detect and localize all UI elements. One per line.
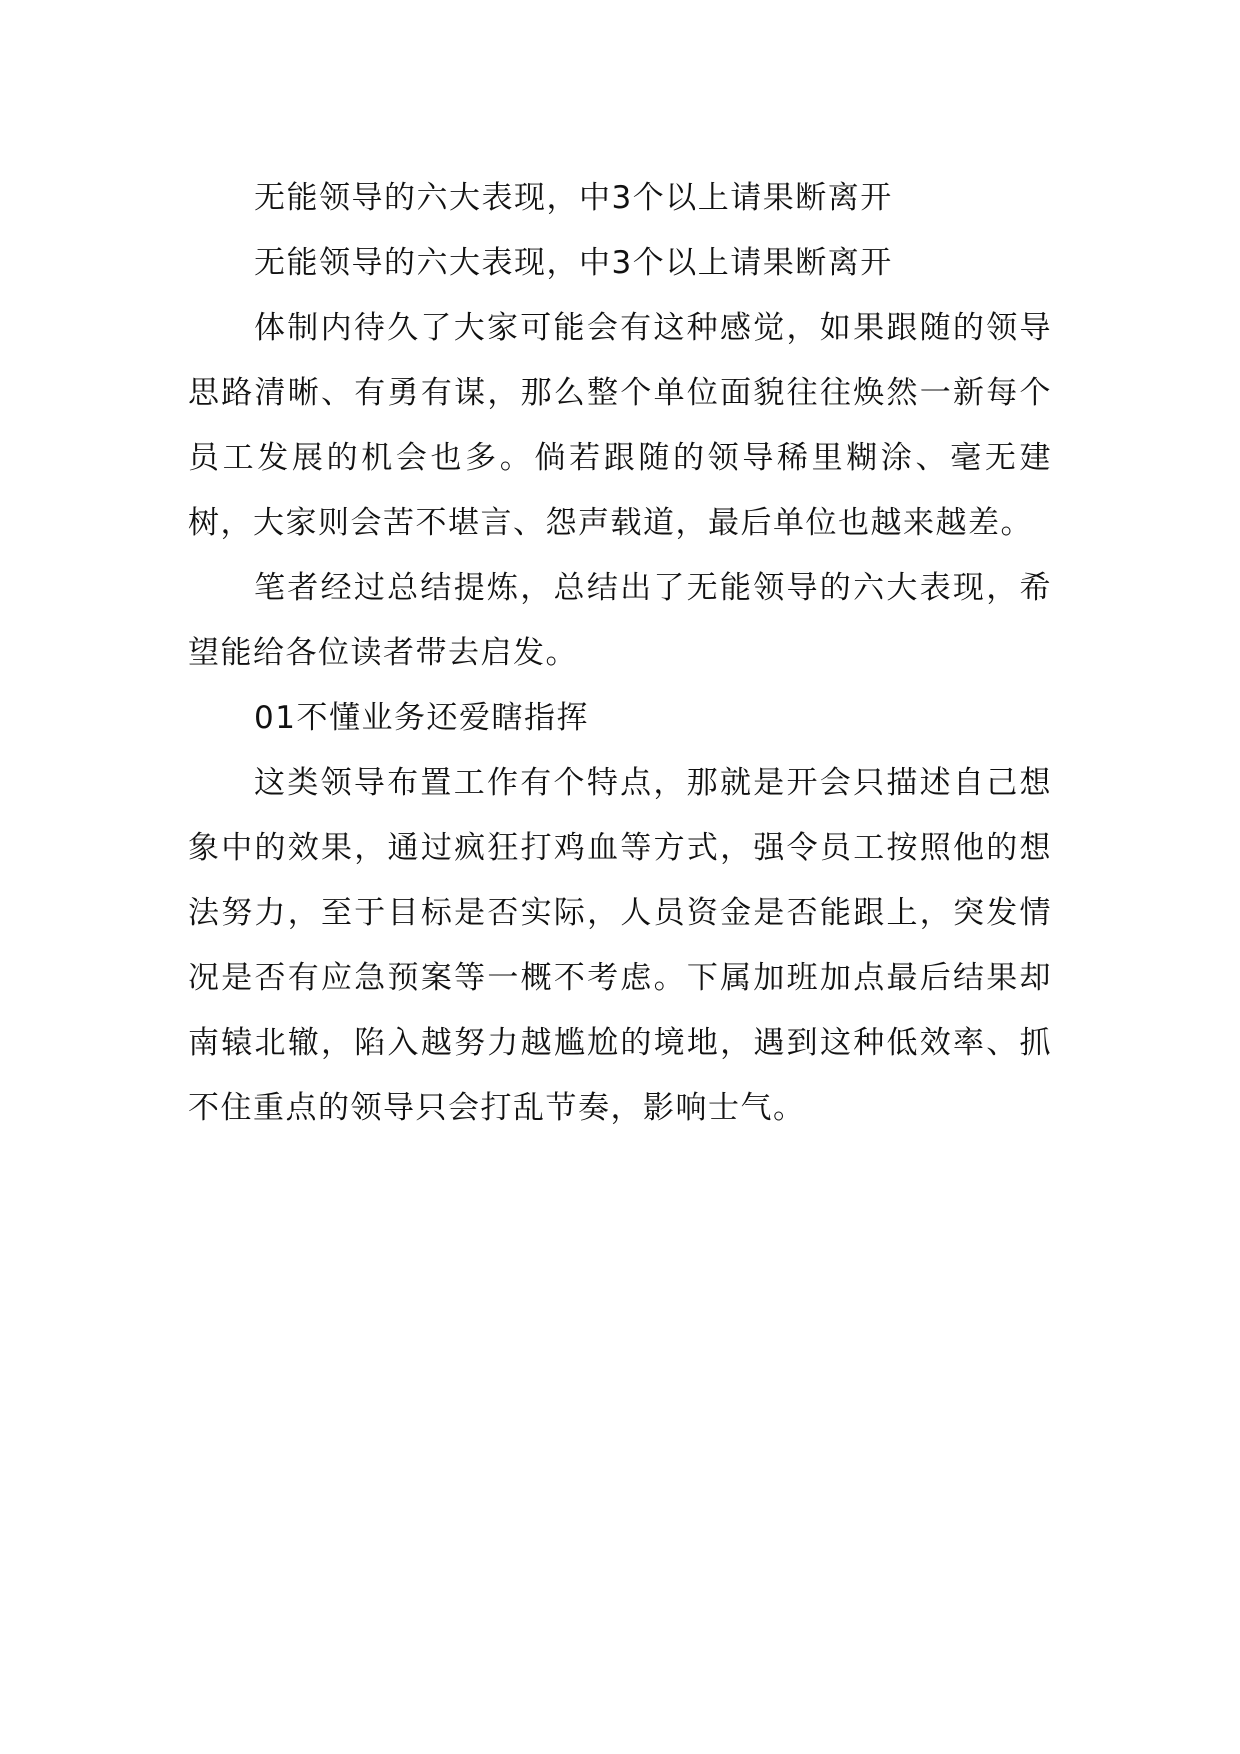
section-heading-01: 01不懂业务还爱瞎指挥 (254, 700, 589, 736)
paragraph-intro: 体制内待久了大家可能会有这种感觉，如果跟随的领导思路清晰、有勇有谋，那么整个单位面貌往往焕然一新每个员工发展的机会也多。倘若跟随的领导稀里糊涂、毫无建树，大家则会苦不堪言、怨声载道，最后单位也越来越差。 (188, 310, 1052, 541)
title-line-1: 无能领导的六大表现，中3个以上请果断离开 (254, 180, 893, 216)
title-line-2: 无能领导的六大表现，中3个以上请果断离开 (254, 245, 893, 281)
document-body (188, 166, 1052, 1141)
paragraph-section-01: 这类领导布置工作有个特点，那就是开会只描述自己想象中的效果，通过疯狂打鸡血等方式，强令员工按照他的想法努力，至于目标是否实际，人员资金是否能跟上，突发情况是否有应急预案等一概不考虑。下属加班加点最后结果却南辕北辙，陷入越努力越尴尬的境地，遇到这种低效率、抓不住重点的领导只会打乱节奏，影响士气。 (188, 765, 1052, 1126)
paragraph-summary: 笔者经过总结提炼，总结出了无能领导的六大表现，希望能给各位读者带去启发。 (188, 570, 1052, 671)
